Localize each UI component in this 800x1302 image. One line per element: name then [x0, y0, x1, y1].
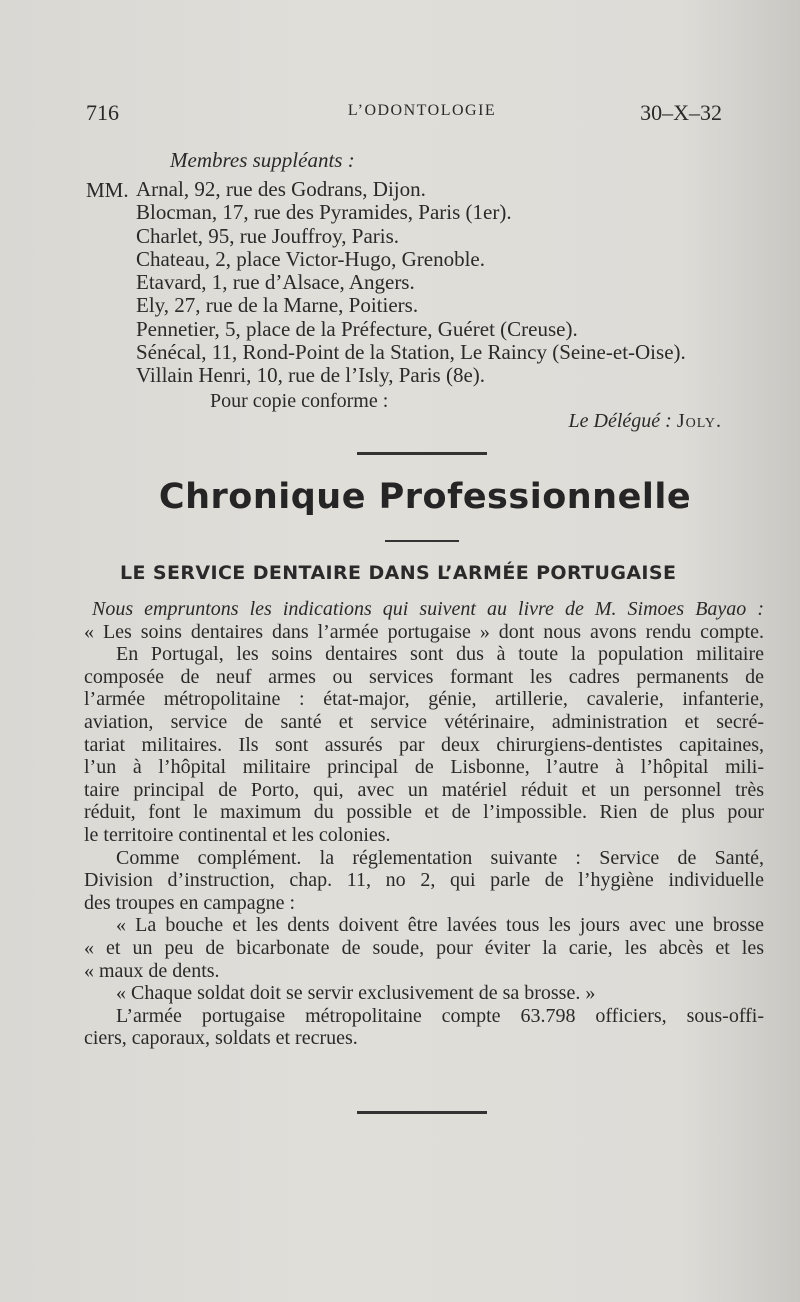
article-line: L’armée portugaise métropolitaine compte 63.798 officiers, sous-offi-	[116, 1004, 764, 1027]
members-heading: Membres suppléants :	[170, 148, 355, 172]
article-line: l’un à l’hôpital militaire principal de Lisbonne, l’autre à l’hôpital mili-	[84, 756, 764, 779]
article-line: tariat militaires. Ils sont assurés par deux chirurgiens-dentistes capitaines,	[84, 733, 764, 756]
member-entry: Etavard, 1, rue d’Alsace, Angers.	[136, 270, 415, 295]
section-title: Chronique Professionnelle	[158, 477, 692, 517]
copy-conforme: Pour copie conforme :	[210, 390, 389, 412]
article-line: composée de neuf armes ou services formant les cadres permanents de	[84, 665, 764, 688]
end-divider	[357, 1111, 487, 1114]
article-title: LE SERVICE DENTAIRE DANS L’ARMÉE PORTUGAISE	[120, 562, 677, 584]
article-line: l’armée métropolitaine : état-major, génie, artillerie, cavalerie, infanterie,	[84, 688, 764, 711]
member-entry: Charlet, 95, rue Jouffroy, Paris.	[136, 223, 400, 248]
title-underline	[385, 540, 459, 542]
article-line: des troupes en campagne :	[84, 891, 296, 914]
article-line: réduit, font le maximum du possible et de l’impossible. Rien de plus pour	[84, 801, 764, 824]
delegate-name: Joly.	[676, 410, 722, 432]
article-line: « et un peu de bicarbonate de soude, pour éviter la carie, les abcès et les	[84, 936, 764, 959]
article-line: « La bouche et les dents doivent être lavées tous les jours avec une brosse	[116, 914, 764, 937]
member-entry: Pennetier, 5, place de la Préfecture, Guéret (Creuse).	[136, 316, 578, 341]
article-line: « maux de dents.	[84, 959, 220, 982]
section-divider	[357, 452, 487, 455]
members-list	[136, 178, 686, 388]
delegate-label: Le Délégué :	[568, 410, 672, 432]
article-line: le territoire continental et les colonies.	[84, 823, 391, 846]
article-line: ciers, caporaux, soldats et recrues.	[84, 1027, 358, 1050]
article-line: « Chaque soldat doit se servir exclusivement de sa brosse. »	[116, 982, 596, 1005]
article-line: En Portugal, les soins dentaires sont dus à toute la population militaire	[116, 643, 764, 666]
article-line: taire principal de Porto, qui, avec un matériel réduit et un personnel très	[84, 778, 764, 801]
issue-date: 30–X–32	[640, 100, 722, 125]
article-line: Comme complément. la réglementation suivante : Service de Santé,	[116, 846, 764, 869]
member-entry: Sénécal, 11, Rond-Point de la Station, Le Raincy (Seine-et-Oise).	[136, 340, 686, 365]
member-entry: Blocman, 17, rue des Pyramides, Paris (1er).	[136, 200, 512, 225]
page-header	[84, 100, 760, 130]
article-line: Division d’instruction, chap. 11, no 2, qui parle de l’hygiène individuelle	[84, 869, 764, 892]
article-line: Nous empruntons les indications qui suivent au livre de M. Simoes Bayao :	[92, 598, 764, 620]
delegate-signature	[569, 410, 722, 433]
member-entry: Ely, 27, rue de la Marne, Poitiers.	[136, 293, 419, 318]
page-number: 716	[86, 100, 119, 125]
member-entry: Arnal, 92, rue des Godrans, Dijon.	[136, 177, 426, 201]
article-body	[84, 598, 764, 1050]
members-prefix: MM.	[86, 178, 129, 202]
member-entry: Villain Henri, 10, rue de l’Isly, Paris (8e).	[136, 363, 486, 388]
article-line: « Les soins dentaires dans l’armée portugaise » dont nous avons rendu compte.	[84, 620, 764, 643]
article-line: aviation, service de santé et service vétérinaire, administration et secré-	[84, 710, 764, 733]
journal-title: L’ODONTOLOGIE	[347, 102, 497, 119]
member-entry: Chateau, 2, place Victor-Hugo, Grenoble.	[136, 246, 485, 271]
